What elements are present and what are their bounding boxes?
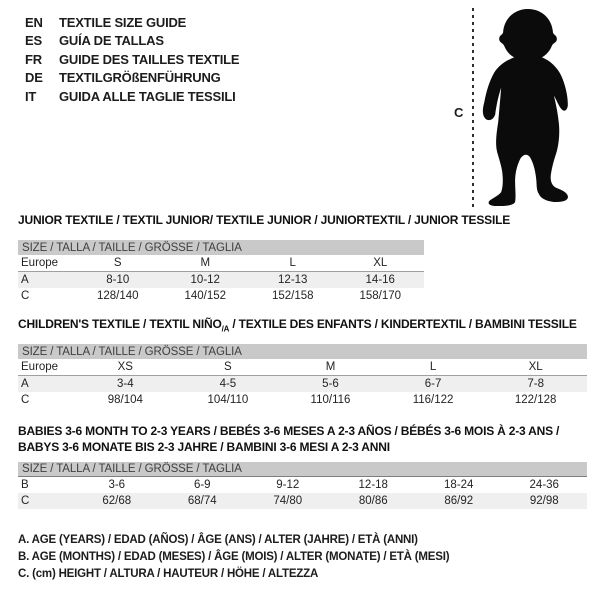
row-label: C — [21, 495, 30, 507]
table-cell: 24-36 — [529, 479, 559, 491]
table-cell: 98/104 — [107, 394, 143, 406]
language-code: ES — [25, 33, 42, 49]
table-cell: 140/152 — [184, 290, 227, 302]
table-cell: 116/122 — [412, 394, 454, 406]
table-cell: 3-4 — [116, 378, 134, 390]
row-label: C — [21, 290, 30, 302]
table-cell: M — [200, 257, 211, 269]
table-header-band: SIZE / TALLA / TAILLE / GRÖSSE / TAGLIA — [18, 344, 587, 359]
table-cell: 86/92 — [444, 495, 474, 507]
table-cell: 8-10 — [106, 274, 130, 286]
table-cell: XL — [528, 361, 543, 373]
legend-note-a: A. AGE (YEARS) / EDAD (AÑOS) / ÂGE (ANS) / ALTER (JAHRE) / ETÀ (ANNI) — [18, 533, 418, 546]
table-cell: 5-6 — [322, 378, 339, 390]
section-title-babies-line1: BABIES 3-6 MONTH TO 2-3 YEARS / BEBÉS 3-6 MESES A 2-3 AÑOS / BÉBÉS 3-6 MOIS À 2-3 ANS / — [18, 424, 560, 438]
table-cell: 110/116 — [310, 394, 351, 406]
section-title-children — [18, 317, 577, 333]
table-cell: 68/74 — [187, 495, 217, 507]
language-code: EN — [25, 14, 43, 30]
table-cell: 158/170 — [359, 290, 402, 302]
table-row-age — [18, 272, 424, 288]
table-cell: 18-24 — [444, 479, 474, 491]
table-cell: 74/80 — [273, 495, 303, 507]
language-row-it — [25, 87, 239, 106]
table-cell: L — [429, 361, 437, 373]
section-title-children-subscript: /A — [221, 324, 230, 334]
guide-title-fr: GUIDE DES TAILLES TEXTILE — [59, 51, 240, 67]
table-cell: 14-16 — [365, 274, 395, 286]
table-cell: 152/158 — [271, 290, 314, 302]
table-cell: 62/68 — [102, 495, 132, 507]
legend-note-c: C. (cm) HEIGHT / ALTURA / HAUTEUR / HÖHE / ALTEZZA — [18, 567, 319, 580]
guide-title-en: TEXTILE SIZE GUIDE — [59, 14, 187, 30]
guide-title-es: GUÍA DE TALLAS — [59, 33, 164, 49]
table-cell: S — [113, 257, 122, 269]
table-header-band: SIZE / TALLA / TAILLE / GRÖSSE / TAGLIA — [18, 240, 424, 255]
table-row-sizes — [18, 255, 424, 272]
table-cell: M — [325, 361, 336, 373]
language-code: IT — [25, 88, 37, 104]
table-row-height — [18, 493, 587, 509]
table-cell: 122/128 — [514, 394, 557, 406]
row-label: Europe — [21, 257, 59, 269]
table-row-sizes — [18, 359, 587, 376]
section-title-children-pre: CHILDREN'S TEXTILE / TEXTIL NIÑO — [18, 317, 222, 331]
row-label: Europe — [21, 361, 59, 373]
table-header-band: SIZE / TALLA / TAILLE / GRÖSSE / TAGLIA — [18, 462, 587, 477]
language-list — [25, 13, 239, 106]
row-label: A — [21, 274, 29, 286]
section-title-children-post: / TEXTILE DES ENFANTS / KINDERTEXTIL / BAMBINI TESSILE — [229, 317, 577, 331]
row-label: B — [21, 479, 29, 491]
section-title-babies-line2: BABYS 3-6 MONATE BIS 2-3 JAHRE / BAMBINI 3-6 MESI A 2-3 ANNI — [18, 440, 390, 454]
table-cell: 6-7 — [424, 378, 442, 390]
row-label: A — [21, 378, 29, 390]
legend-notes — [18, 531, 449, 582]
height-measure-label: C — [454, 105, 464, 120]
table-row-age-months — [18, 477, 587, 493]
table-row-height — [18, 288, 424, 304]
baby-silhouette-icon — [478, 7, 590, 211]
table-cell: 104/110 — [207, 394, 249, 406]
table-cell: 6-9 — [193, 479, 211, 491]
table-cell: 7-8 — [527, 378, 544, 390]
row-label: C — [21, 394, 30, 406]
table-cell: XL — [373, 257, 388, 269]
table-cell: S — [224, 361, 232, 373]
table-cell: 12-13 — [278, 274, 308, 286]
table-cell: 3-6 — [108, 479, 126, 491]
table-cell: XS — [117, 361, 133, 373]
language-row-en — [25, 13, 239, 32]
language-row-es — [25, 32, 239, 51]
table-cell: 80/86 — [358, 495, 388, 507]
guide-title-de: TEXTILGRÖßENFÜHRUNG — [59, 70, 221, 86]
language-row-fr — [25, 50, 239, 69]
table-row-height — [18, 392, 587, 408]
children-size-table — [18, 344, 587, 408]
babies-size-table — [18, 462, 587, 509]
table-cell: 92/98 — [529, 495, 559, 507]
junior-size-table — [18, 240, 424, 304]
language-code: FR — [25, 51, 42, 67]
table-cell: 10-12 — [190, 274, 220, 286]
table-cell: 4-5 — [219, 378, 237, 390]
legend-note-b: B. AGE (MONTHS) / EDAD (MESES) / ÂGE (MOIS) / ALTER (MONATE) / ETÀ (MESI) — [18, 550, 450, 563]
language-row-de — [25, 69, 239, 88]
language-code: DE — [25, 70, 43, 86]
table-cell: 12-18 — [358, 479, 388, 491]
height-measure-line — [472, 8, 474, 210]
guide-title-it: GUIDA ALLE TAGLIE TESSILI — [59, 88, 236, 104]
table-row-age — [18, 376, 587, 392]
table-cell: L — [289, 257, 296, 269]
table-cell: 9-12 — [276, 479, 300, 491]
table-cell: 128/140 — [96, 290, 139, 302]
section-title-junior: JUNIOR TEXTILE / TEXTIL JUNIOR/ TEXTILE JUNIOR / JUNIORTEXTIL / JUNIOR TESSILE — [18, 213, 511, 227]
